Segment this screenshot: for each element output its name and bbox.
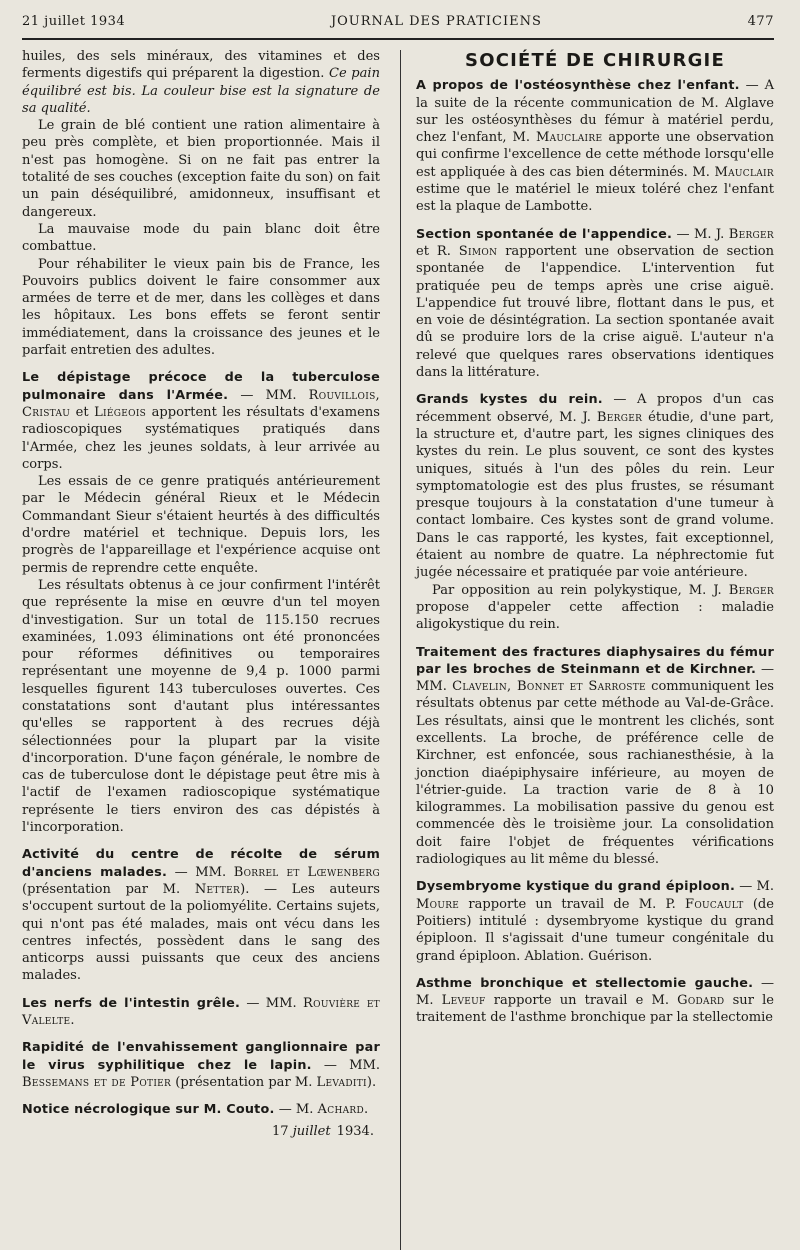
journal-title: JOURNAL DES PRATICIENS — [330, 14, 542, 29]
article-asthme: Asthme bronchique et stellectomie gauche. — M. Leveuf rapporte un travail e M. Godard sur le traitement de l'asthme bronchique par la stellectomie — [416, 975, 775, 1026]
article-title: Activité du centre de récolte de sérum d'anciens malades. — [22, 847, 380, 880]
article-authors: Rouvillois, Cristau — [22, 387, 380, 420]
article-title: Le dépistage précoce de la tuberculose pulmonaire dans l'Armée. — [22, 370, 380, 403]
paragraph: Le grain de blé contient une ration alimentaire à peu près complète, et bien proportionnée. Mais il n'est pas homogène. Si on ne fait pas entrer la totalité de ses couches (exception faite du son) on fait un pain déséquilibré, amidonneux, insuffisant et dangereux. — [22, 118, 380, 220]
article-kystes-rein: Grands kystes du rein. — A propos d'un cas récemment observé, M. J. Berger étudie, d'une part, la structure et, d'autre part, les signes cliniques des kystes du rein. Le plus souvent, ce sont des kystes uniques, situés à l'un des pôles du rein. Leur symptomatologie est des plus frustes, se résumant presque toujours à la constatation d'une tumeur à contact lombaire. Ces kystes sont de grand volume. Dans le cas rapporté, les kystes, fait exceptionnel, étaient au nombre de quatre. La néphrectomie fut jugée nécessaire et pratiquée par voie antérieure. Par opposition au rein polykystique, M. J. Berger propose d'appeler cette affection : maladie aligokystique du rein. — [416, 392, 775, 633]
article-tuberculose: Le dépistage précoce de la tuberculose pulmonaire dans l'Armée. — MM. Rouvillois, Cristau et Liégeois apportent les résultats d'examens radioscopiques systématiques pratiqués dans l'Armée, chez les jeunes soldats, à leur arrivée au corps. Les essais de ce genre pratiqués antérieurement par le Médecin général Rieux et le Médecin Commandant Sieur s'étaient heurtés à des difficultés d'ordre matériel et technique. Depuis lors, les progrès de l'appareillage et l'expérience acquise ont permis de reprendre cette enquête. Les résultats obtenus à ce jour confirment l'intérêt que représente la mise en œuvre d'un tel moyen d'investigation. Sur un total de 115.150 recrues examinées, 1.093 éliminations ont été prononcées pour réformes définitives ou temporaires représentant une moyenne de 9,4 p. 1000 parmi lesquelles figurent 143 tuberculoses ouvertes. Ces constatations sont d'autant plus intéressantes qu'elles se rapportent à des recrues déjà sélectionnées pour la plupart par la visite d'incorporation. D'une façon générale, le nombre de cas de tuberculose dont le dépistage peut être mis à l'actif de l'examen radioscopique systématique représente le tiers environ des cas dépistés à l'incorporation. — [22, 370, 380, 836]
page-number: 477 — [747, 14, 774, 29]
article-title: Dysembryome kystique du grand épiploon. — [416, 879, 736, 895]
article-authors: Borrel et Lœwenberg — [233, 864, 380, 880]
article-title: Grands kystes du rein. — [416, 392, 603, 408]
paragraph: Les résultats obtenus à ce jour confirment l'intérêt que représente la mise en œuvre d'un tel moyen d'investigation. Sur un total de 115.150 recrues examinées, 1.093 éliminations ont été prononcées pour réformes définitives ou temporaires représentant une moyenne de 9,4 p. 1000 parmi lesquelles figurent 143 tuberculoses ouvertes. Ces constatations sont d'autant plus intéressantes qu'elles se rapportent à des recrues déjà sélectionnées pour la plupart par la visite d'incorporation. D'une façon générale, le nombre de cas de tuberculose dont le dépistage peut être mis à l'actif de l'examen radioscopique systématique représente le tiers environ des cas dépistés à l'incorporation. — [22, 577, 380, 836]
article-appendice: Section spontanée de l'appendice. — M. J. Berger et R. Simon rapportent une observation de section spontanée de l'appendice. L'intervention fut pratiquée peu de temps après une crise aiguë. L'appendice fut trouvé libre, flottant dans le pus, et en voie de désintégration. La section spontanée avait dû se produire lors de la crise aiguë. L'auteur n'a relevé que quelques rares observations identiques dans la littérature. — [416, 226, 774, 381]
two-column-body — [22, 48, 774, 1140]
right-column — [398, 48, 774, 1140]
article-syphilis: Rapidité de l'envahissement ganglionnaire par le virus syphilitique chez le lapin. — MM. Bessemans et de Potier (présentation par M. Levaditi). — [22, 1040, 380, 1090]
article-authors: Rouvière et Valelte. — [22, 995, 380, 1029]
article-osteosynthese: A propos de l'ostéosynthèse chez l'enfant. — A la suite de la récente communication de M. Alglave sur les ostéosynthèses du fémur à matériel perdu, chez l'enfant, M. Mauclaire apporte une observation qui confirme l'excellence de cette méthode lorsqu'elle est appliquée à des cas bien déterminés. M. Mauclair estime que le matériel le mieux toléré chez l'enfant est la plaque de Lambotte. — [416, 78, 774, 215]
page-header — [22, 14, 774, 36]
article-title: Asthme bronchique et stellectomie gauche. — [416, 975, 754, 991]
article-title: Traitement des fractures diaphysaires du fémur par les broches de Steinmann et de Kirchner. — [416, 644, 774, 677]
header-date: 21 juillet 1934 — [22, 14, 126, 29]
paragraph: Par opposition au rein polykystique, M. J. Berger propose d'appeler cette affection : maladie aligokystique du rein. — [416, 582, 774, 633]
article-title: Section spontanée de l'appendice. — [416, 226, 673, 242]
article-authors: Bessemans et de Potier — [22, 1074, 172, 1090]
article-title: A propos de l'ostéosynthèse chez l'enfant. — [416, 78, 740, 94]
article-nerfs: Les nerfs de l'intestin grêle. — MM. Rouvière et Valelte. — [22, 995, 380, 1029]
article-fractures: Traitement des fractures diaphysaires du fémur par les broches de Steinmann et de Kirchner. — MM. Clavelin, Bonnet et Sarroste communiquent les résultats obtenus par cette méthode au Val-de-Grâce. Les résultats, ainsi que le montrent les clichés, sont excellents. La broche, de préférence celle de Kirchner, est enfoncée, sous rachianesthésie, à la jonction diaépiphysaire inférieure, au moyen de l'étrier-guide. La traction varie de 8 à 10 kilogrammes. La mobilisation passive du genou est commencée dès le troisième jour. La consolidation doit faire l'objet de fréquentes vérifications radiologiques au lit même du blessé. — [416, 644, 774, 868]
left-column — [22, 48, 398, 1140]
article-notice: Notice nécrologique sur M. Couto. — M. Achard. 17 juillet 1934. — [22, 1101, 380, 1140]
column-divider — [400, 50, 401, 1250]
article-serum: Activité du centre de récolte de sérum d'anciens malades. — MM. Borrel et Lœwenberg (présentation par M. Netter). — Les auteurs s'occupent surtout de la poliomyélite. Certains sujets, qui n'ont pas été malades, mais ont vécu dans les centres infectés, possèdent dans le sang des anticorps aussi puissants que ceux des anciens malades. — [22, 847, 380, 984]
paragraph: Pour réhabiliter le vieux pain bis de France, les Pouvoirs publics doivent le faire consommer aux armées de terre et de mer, dans les collèges et dans les hôpitaux. Les bons effets se feront sentir immédiatement, dans la croissance des jeunes et le parfait entretien des adultes. — [22, 256, 380, 359]
section-heading: SOCIÉTÉ DE CHIRURGIE — [465, 50, 725, 71]
date-signature: 17 juillet 1934. — [271, 1123, 374, 1139]
article-title: Notice nécrologique sur M. Couto. — [22, 1102, 275, 1118]
paragraph: La mauvaise mode du pain blanc doit être combattue. — [22, 221, 380, 255]
article-authors: Achard. — [317, 1102, 369, 1118]
article-title: Les nerfs de l'intestin grêle. — [22, 995, 241, 1011]
paragraph: Les essais de ce genre pratiqués antérieurement par le Médecin général Rieux et le Médecin Commandant Sieur s'étaient heurtés à des difficultés d'ordre matériel et technique. Depuis lors, les progrès de l'appareillage et l'expérience acquise ont permis de reprendre cette enquête. — [22, 474, 380, 576]
article-title: Rapidité de l'envahissement ganglionnaire par le virus syphilitique chez le lapin. — [22, 1040, 380, 1073]
header-rule — [22, 38, 774, 40]
paragraph: huiles, des sels minéraux, des vitamines et des ferments digestifs qui préparent la digestion. Ce pain équilibré est bis. La couleur bise est la signature de sa qualité. — [22, 49, 380, 116]
article-dysembryome: Dysembryome kystique du grand épiploon. — M. Moure rapporte un travail de M. P. Foucault (de Poitiers) intitulé : dysembryome kystique du grand épiploon. Il s'agissait d'une tumeur congénitale du grand épiploon. Ablation. Guérison. — [416, 879, 774, 964]
